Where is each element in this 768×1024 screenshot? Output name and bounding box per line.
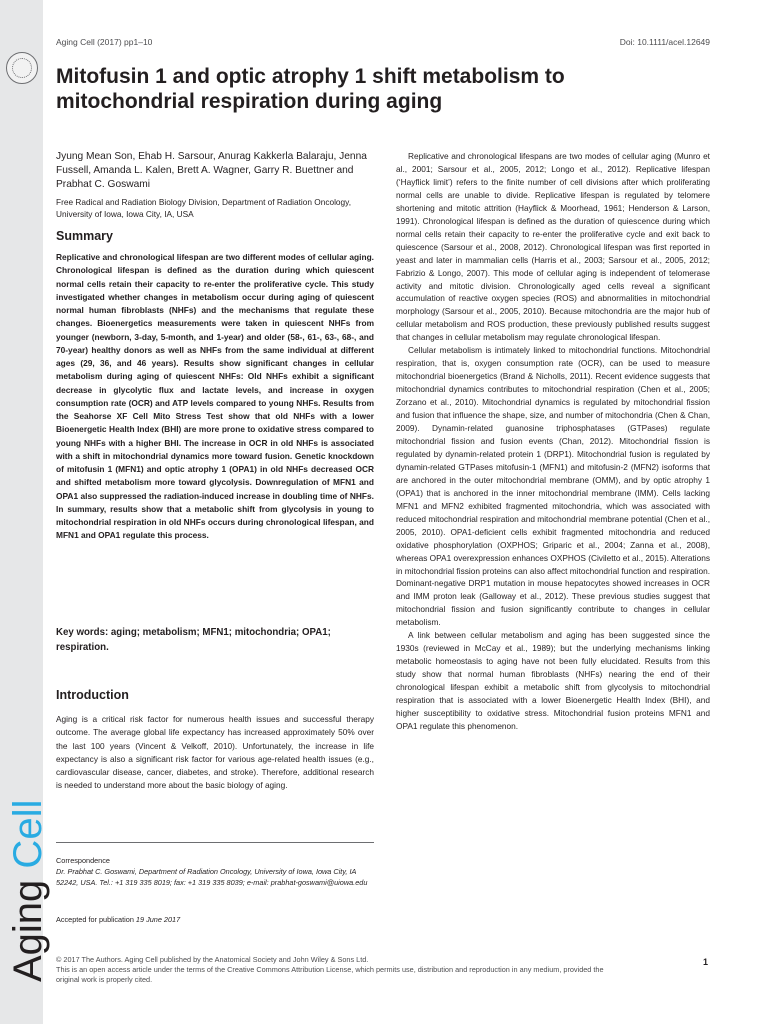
author-list: Jyung Mean Son, Ehab H. Sarsour, Anurag Kakkerla Balaraju, Jenna Fussell, Amanda L. Kalen, Brett A. Wagner, Garry R. Buettner and Prabhat C. Goswami: [56, 151, 367, 190]
page-footer: [56, 955, 616, 984]
right-column: [396, 150, 710, 733]
affiliation: Free Radical and Radiation Biology Division, Department of Radiation Oncology, University of Iowa, Iowa City, IA, USA: [56, 197, 352, 219]
journal-citation: Aging Cell (2017) pp1–10: [56, 37, 153, 47]
body-paragraph: Replicative and chronological lifespans are two modes of cellular aging (Munro et al., 2001; Sarsour et al., 2005, 2012; Longo et al., 2012). Replicative lifespan (‘Hayflick limit’) refers to the finite number of cell divisions after which proliferating normal cells are unable to divide. Replicative lifespan is regulated by telomere shortening and mitotic attrition (Hayflick & Moorhead, 1961; Henderson & Larson, 1991). Chronological lifespan is defined as the duration of quiescence during which normal cells retain their capacity to re-enter the proliferative cycle and exit back to quiescence (Sarsour et al., 2008, 2012). Chronological lifespan was first reported in yeast and later in mammalian cells (Harris et al., 2003; Sarsour et al., 2005, 2012; Fabrizio & Longo, 2007). This mode of cellular aging is independent of telomerase activity and mitotic division. Chronologically aged cells reveal a significant accumulation of reactive oxygen species (ROS) and abnormalities in mitochondrial morphology (Sarsour et al., 2005, 2010). Because mitochondria are the major hub of cellular metabolism and ROS production, these previously published results suggest that changes in cellular metabolism may regulate chronological lifespan.: [396, 151, 710, 343]
correspondence-details: [56, 867, 374, 889]
correspondence-block: [56, 856, 374, 888]
logo-word-aging: Aging: [6, 879, 50, 982]
aging-cell-logo: [8, 800, 48, 982]
keywords: Key words: aging; metabolism; MFN1; mitochondria; OPA1; respiration.: [56, 627, 331, 653]
article-title: Mitofusin 1 and optic atrophy 1 shift metabolism to mitochondrial respiration during aging: [56, 65, 565, 113]
introduction-heading: Introduction: [56, 688, 129, 702]
accepted-label: Accepted for publication: [56, 915, 134, 924]
summary-heading: Summary: [56, 229, 113, 243]
introduction-text: Aging is a critical risk factor for numerous health issues and successful therapy outcome. The average global life expectancy has increased approximately 50% over the last 100 years (Vincent & Velkoff, 2010). Unfortunately, the increase in life expectancy is also a significant risk factor for various age-related health issues (e.g., cardiovascular disease, cancer, diabetes, and stroke). Therefore, additional research is needed to understand more about the basic biology of aging.: [56, 714, 374, 791]
correspondence-divider: [56, 842, 374, 843]
summary-text: Replicative and chronological lifespan are two different modes of cellular aging. Chronological lifespan is defined as the duration during which quiescent normal cells retain their capacity to re-enter the proliferative cycle. This study investigated whether changes in metabolism occur during aging of quiescent normal human fibroblasts (NHFs) and the mechanisms that regulate these changes. Bioenergetics measurements were taken in quiescent NHFs from younger (newborn, 3-day, 5-month, and 1-year) and older (58-, 61-, 63-, 68-, and 70-year) healthy donors as well as NHFs from the same individual at different ages (29, 36, and 46 years). Results show significant changes in cellular metabolism during aging of quiescent NHFs: Old NHFs exhibit a significant decrease in glycolytic flux and lactate levels, and increase in oxygen consumption rate (OCR) and ATP levels compared to young NHFs. Results from the Seahorse XF Cell Mito Stress Test show that old NHFs with a lower Bioenergetic Health Index (BHI) are more prone to oxidative stress compared to young NHFs with a higher BHI. The increase in OCR in old NHFs is associated with a shift in mitochondrial dynamics more toward fusion. Genetic knockdown of mitofusin 1 (MFN1) and optic atrophy 1 (OPA1) in old NHFs decreased OCR and shifted metabolism more toward glycolysis. Downregulation of MFN1 and OPA1 also suppressed the radiation-induced increase in doubling time of NHFs. In summary, results show that a metabolic shift from glycolysis in young to mitochondrial respiration in old NHFs occurs during chronological lifespan, and MFN1 and OPA1 regulate this process.: [56, 252, 374, 541]
logo-word-cell: Cell: [6, 799, 50, 869]
page-number: 1: [703, 957, 709, 967]
accepted-date: 19 June 2017: [135, 915, 181, 924]
copyright-notice: © 2017 The Authors. Aging Cell published by the Anatomical Society and John Wiley & Sons Ltd.: [56, 955, 369, 964]
anatomical-society-seal-icon: [6, 52, 38, 84]
doi-label: Doi: 10.1111/acel.12649: [619, 37, 710, 47]
accepted-for-publication: [56, 915, 180, 924]
license-notice: This is an open access article under the terms of the Creative Commons Attribution License, which permits use, distribution and reproduction in any medium, provided the original work is properly cited.: [56, 964, 604, 984]
correspondence-label: Correspondence: [56, 856, 110, 865]
correspondence-text: Dr. Prabhat C. Goswami, Department of Radiation Oncology, University of Iowa, Iowa City, IA 52242, USA. Tel.: +1 319 335 8019; fax: +1 319 335 8039; e-mail: prabhat-goswami@uiowa.edu: [56, 866, 368, 887]
body-paragraph: A link between cellular metabolism and aging has been suggested since the 1930s (reviewed in McCay et al., 1989); but the underlying mechanisms linking metabolic homeostasis to aging have not been fully elucidated. Results from this study show that normal human fibroblasts (NHFs) nearing the end of their chronological lifespan exhibit a metabolic shift from glycolysis to mitochondrial respiration that is associated with a lower Bioenergetic Health Index (BHI), and higher susceptibility to oxidative stress. Mitochondrial fusion proteins MFN1 and OPA1 regulate this phenomenon.: [396, 630, 710, 731]
body-paragraph: Cellular metabolism is intimately linked to mitochondrial functions. Mitochondrial respiration, that is, oxygen consumption rate (OCR), can be used to measure mitochondrial bioenergetics (Brand & Nicholls, 2011). Recent evidence suggests that mitochondrial dynamics contributes to mitochondrial respiration (Chen et al., 2005; Zorzano et al., 2010). Mitochondrial dynamics is regulated by mitochondrial fission and fusion that influence the shape, size, and number of mitochondria (Chen & Chan, 2009). Dynamin-related guanosine triphosphatases (GTPases) regulate mitochondrial fission and fusion events (Chan, 2012). Mitochondrial fission is regulated by dynamin-related protein 1 (DRP1). Mitochondrial fusion is regulated by dynamin-related GTPases mitofusin-1 (MFN1) and mitofusin-2 (MFN2) isoforms that are anchored in the outer mitochondrial membrane (OMM), and by optic atrophy 1 (OPA1) that is anchored in the inner mitochondrial membrane (IMM). Cells lacking MFN1 and MFN2 exhibited fragmented mitochondria, which was associated with reduced mitochondrial respiration and mitochondrial membrane potential (Chen et al., 2005, 2010). OPA1-deficient cells exhibit fragmented mitochondria and reduced oxidative phosphorylation (OXPHOS; Griparic et al., 2004; Zanna et al., 2008), whereas OPA1 overexpression enhances OXPHOS (Civiletto et al., 2015). Alterations in mitochondrial fission proteins can also affect mitochondrial function and respiration. Dominant-negative DRP1 mutation in mouse hepatocytes showed increases in OCR and IMM proton leak (Galloway et al., 2012). These previous studies suggest that mitochondrial fission and fusion significantly contribute to changes in cellular metabolism.: [396, 345, 710, 628]
journal-sidebar: [0, 0, 50, 1024]
